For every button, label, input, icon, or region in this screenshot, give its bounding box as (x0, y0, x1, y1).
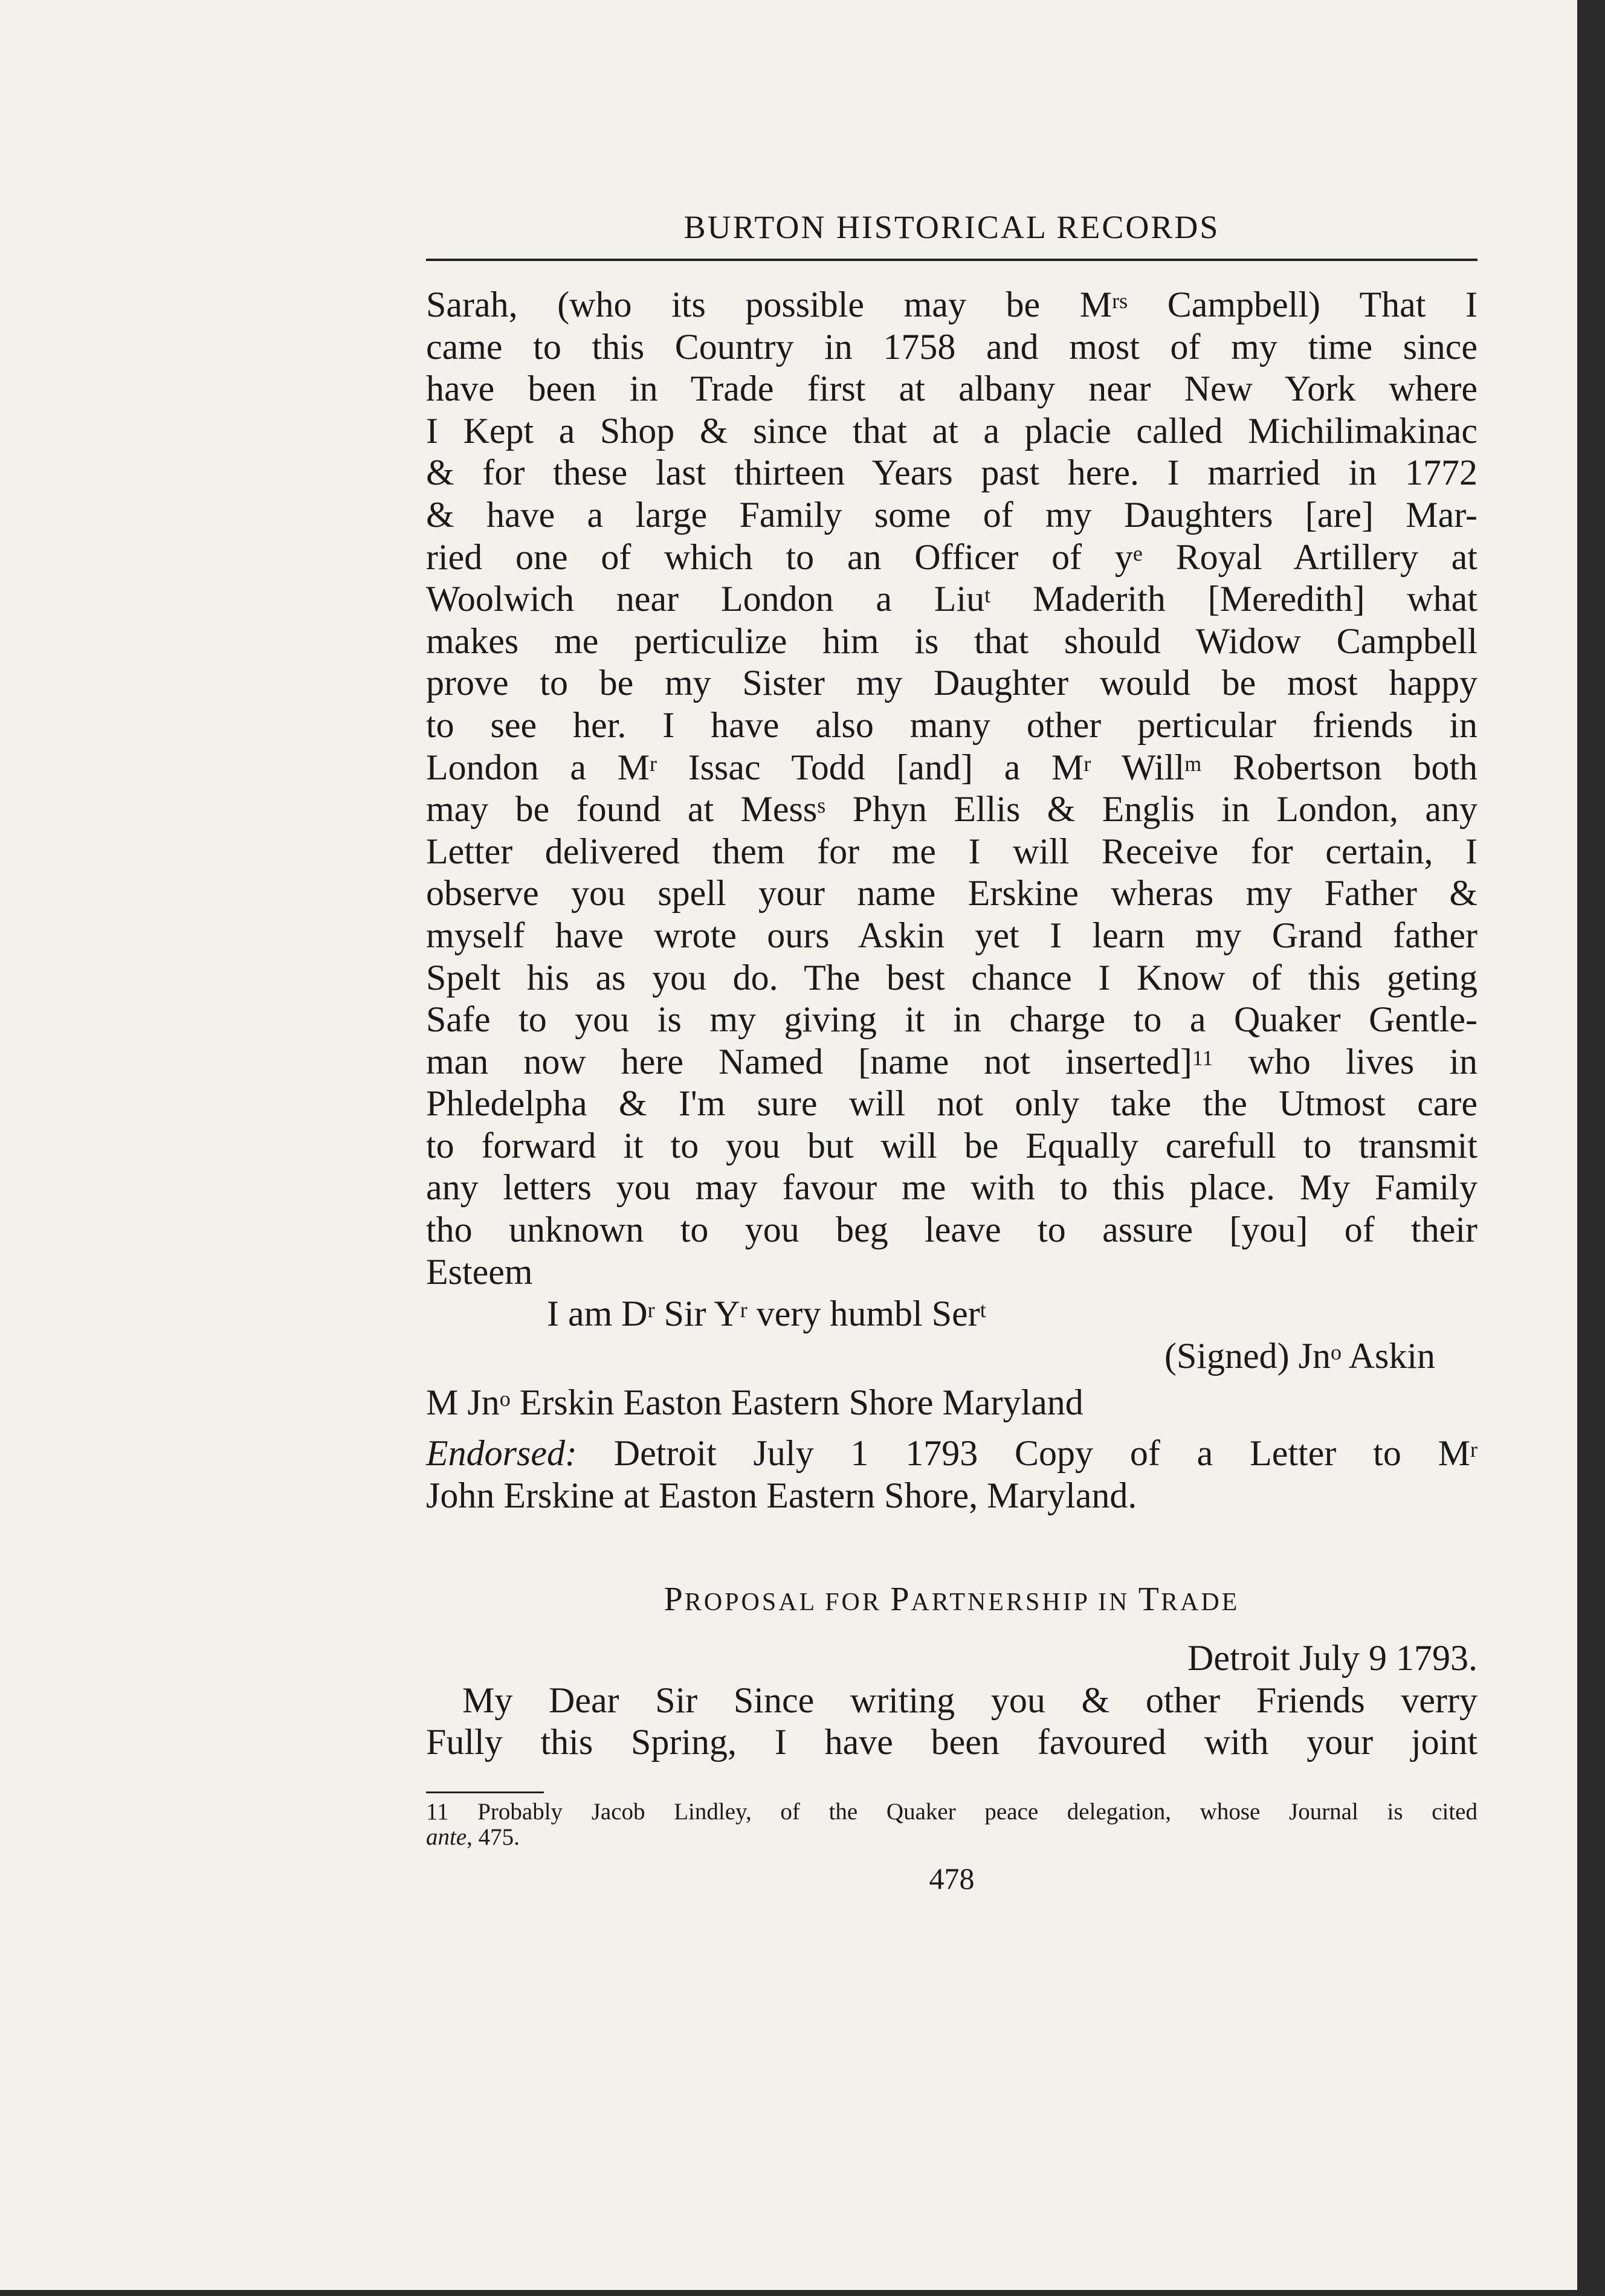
letter-address: M Jn$^o$ Erskin Easton Eastern Shore Maryland (426, 1382, 1083, 1423)
letter-line: I Kept a Shop & since that at a placie called Michilimakinac (426, 410, 1477, 451)
endorsed-label: Endorsed: (426, 1433, 577, 1474)
header-rule (426, 259, 1477, 261)
letter-line: Esteem (426, 1251, 533, 1292)
letter-line: myself have wrote ours Askin yet I learn my Grand father (426, 915, 1477, 955)
letter-line: observe you spell your name Erskine wheras my Father & (426, 873, 1477, 914)
letter-line: Woolwich near London a Liu$^t$ Maderith [Meredith] what (426, 579, 1477, 619)
letter-line: & have a large Family some of my Daughters [are] Mar- (426, 494, 1477, 535)
letter-body (426, 284, 1477, 1517)
letter-line: makes me perticulize him is that should Widow Campbell (426, 621, 1477, 661)
letter-line: to forward it to you but will be Equally carefull to transmit (426, 1125, 1477, 1166)
letter-line: Letter delivered them for me I will Receive for certain, I (426, 831, 1477, 871)
section-body (426, 1637, 1477, 1764)
letter-line: any letters you may favour me with to this place. My Family (426, 1167, 1477, 1208)
footnote-line: ante, 475. (426, 1824, 520, 1850)
endorsement-line: John Erskine at Easton Eastern Shore, Maryland. (426, 1475, 1137, 1515)
letter-line: have been in Trade first at albany near New York where (426, 369, 1477, 409)
section-title: PROPOSAL FOR PARTNERSHIP IN TRADE (664, 1581, 1240, 1618)
footnote-line: 11 Probably Jacob Lindley, of the Quaker peace delegation, whose Journal is cited (426, 1799, 1477, 1825)
letter-line: & for these last thirteen Years past here. I married in 1772 (426, 453, 1477, 493)
letter-line: man now here Named [name not inserted]$^{11}$ who lives in (426, 1041, 1477, 1082)
footnote (426, 1799, 1477, 1850)
section-line: Fully this Spring, I have been favoured with your joint (426, 1722, 1477, 1762)
letter-line: Safe to you is my giving it in charge to a Quaker Gentle- (426, 999, 1477, 1040)
letter-line: came to this Country in 1758 and most of my time since (426, 326, 1477, 367)
section-dateline: Detroit July 9 1793. (1187, 1638, 1477, 1678)
letter-line: Sarah, (who its possible may be $M^{rs}$ Campbell) That I (426, 285, 1477, 324)
letter-line: tho unknown to you beg leave to assure [you] of their (426, 1210, 1477, 1250)
running-header: BURTON HISTORICAL RECORDS (683, 209, 1220, 245)
letter-signature: (Signed) Jn$^o$ Askin (1164, 1335, 1435, 1376)
letter-line: ried one of which to an Officer of $y^e$ Royal Artillery at (426, 537, 1477, 577)
letter-line: London a $M^r$ Issac Todd [and] a $M^r$ Will$^m$ Robertson both (426, 747, 1477, 787)
endorsement-line: Endorsed: Detroit July 1 1793 Copy of a Letter to $M^r$ (426, 1433, 1477, 1474)
section-line: My Dear Sir Since writing you & other Friends verry (462, 1680, 1477, 1720)
letter-line: prove to be my Sister my Daughter would be most happy (426, 663, 1477, 703)
letter-line: to see her. I have also many other perticular friends in (426, 705, 1477, 745)
footnote-rule (426, 1791, 544, 1793)
letter-line: Spelt his as you do. The best chance I Know of this geting (426, 957, 1477, 998)
letter-closing: I am $D^r$ Sir $Y^r$ very humbl Ser$^t$ (547, 1294, 986, 1334)
letter-line: may be found at Mess$^s$ Phyn Ellis & Englis in London, any (426, 789, 1477, 830)
page-number: 478 (929, 1862, 975, 1895)
letter-line: Phledelpha & I'm sure will not only take the Utmost care (426, 1083, 1477, 1124)
